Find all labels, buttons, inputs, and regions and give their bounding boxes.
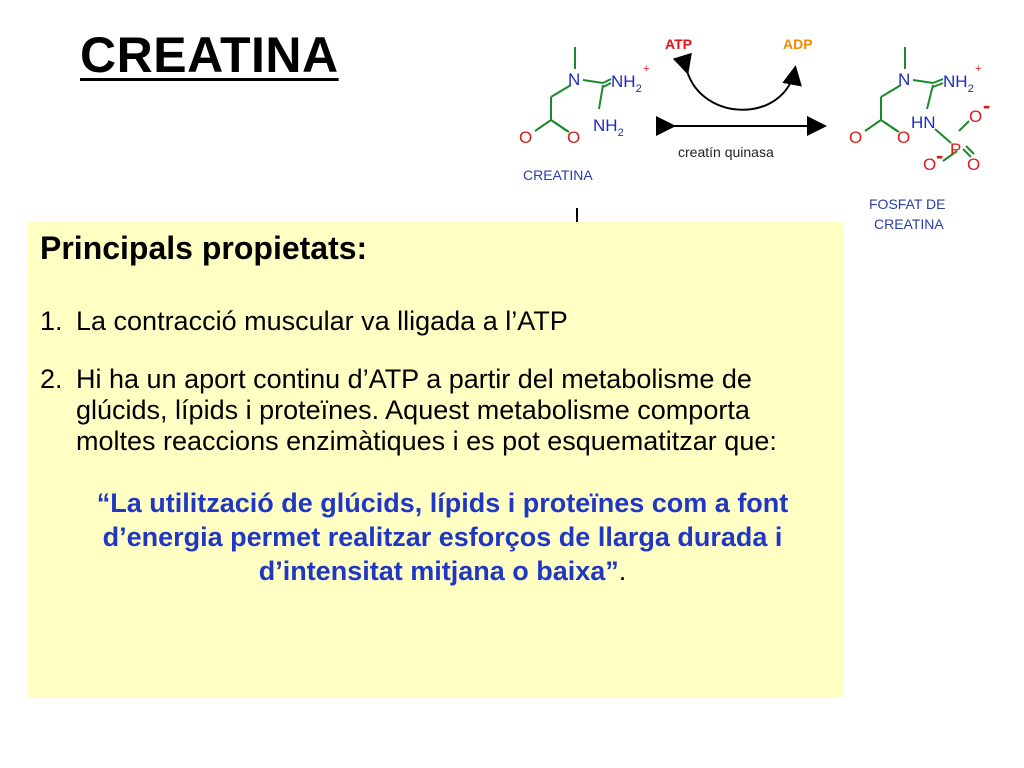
energy-quote-text: “La utilització de glúcids, lípids i proteïnes com a font d’energia permet realitzar esforços de llarga durada i d’intensitat mitjana o baixa” bbox=[96, 488, 789, 586]
phosphocreatine-atom-p: P bbox=[950, 140, 962, 159]
creatine-atom-nh2-top: $NH_2$ bbox=[611, 72, 642, 95]
phosphocreatine-charge-minus-top: - bbox=[983, 93, 991, 118]
properties-box bbox=[28, 222, 843, 698]
phosphocreatine-atom-n: N bbox=[898, 70, 911, 89]
property-item-text: La contracció muscular va lligada a l’ATP bbox=[76, 306, 568, 336]
phosphocreatine-atom-nh2: $NH_2$ bbox=[943, 72, 974, 95]
creatine-atom-o-right: O bbox=[567, 128, 581, 147]
adp-label: ADP bbox=[783, 36, 813, 52]
enzyme-label: creatín quinasa bbox=[678, 144, 774, 160]
phosphocreatine-structure bbox=[849, 47, 990, 232]
phosphocreatine-charge-minus-bottom: - bbox=[936, 143, 944, 168]
phosphocreatine-atom-o-bottom-right: O bbox=[967, 155, 981, 174]
creatine-charge-plus: + bbox=[643, 63, 650, 75]
phosphocreatine-atom-o-right: O bbox=[897, 128, 911, 147]
energy-quote bbox=[40, 486, 821, 588]
phosphocreatine-charge-plus: + bbox=[975, 63, 982, 75]
phosphocreatine-atom-o-bottom-left: O bbox=[923, 155, 937, 174]
creatine-atom-nh2-bottom: $NH_2$ bbox=[593, 116, 624, 139]
phosphocreatine-atom-o-top: O bbox=[969, 107, 983, 126]
creatine-atom-n: N bbox=[568, 70, 581, 89]
property-item-number: 2. bbox=[40, 364, 63, 394]
properties-heading: Principals propietats: bbox=[40, 230, 368, 266]
property-item-1 bbox=[40, 306, 821, 337]
creatine-atom-o-left: O bbox=[519, 128, 533, 147]
property-item-2 bbox=[40, 364, 821, 457]
phosphocreatine-label-line2: CREATINA bbox=[874, 216, 944, 232]
slide-title: CREATINA bbox=[80, 27, 339, 83]
reaction-arrows bbox=[665, 36, 823, 160]
creatine-label: CREATINA bbox=[523, 167, 593, 183]
atp-label: ATP bbox=[665, 36, 692, 52]
property-item-text: Hi ha un aport continu d’ATP a partir del metabolisme de glúcids, lípids i proteïnes. Aquest metabolisme comporta moltes reaccions enzimàtiques i es pot esquematitzar que: bbox=[76, 364, 777, 456]
phosphocreatine-atom-hn: HN bbox=[911, 113, 936, 132]
energy-quote-period: . bbox=[618, 556, 627, 586]
creatine-reaction-diagram bbox=[495, 25, 1005, 240]
phosphocreatine-atom-o-left: O bbox=[849, 128, 863, 147]
phosphocreatine-label-line1: FOSFAT DE bbox=[869, 196, 946, 212]
creatine-structure bbox=[519, 47, 649, 225]
property-item-number: 1. bbox=[40, 306, 63, 336]
